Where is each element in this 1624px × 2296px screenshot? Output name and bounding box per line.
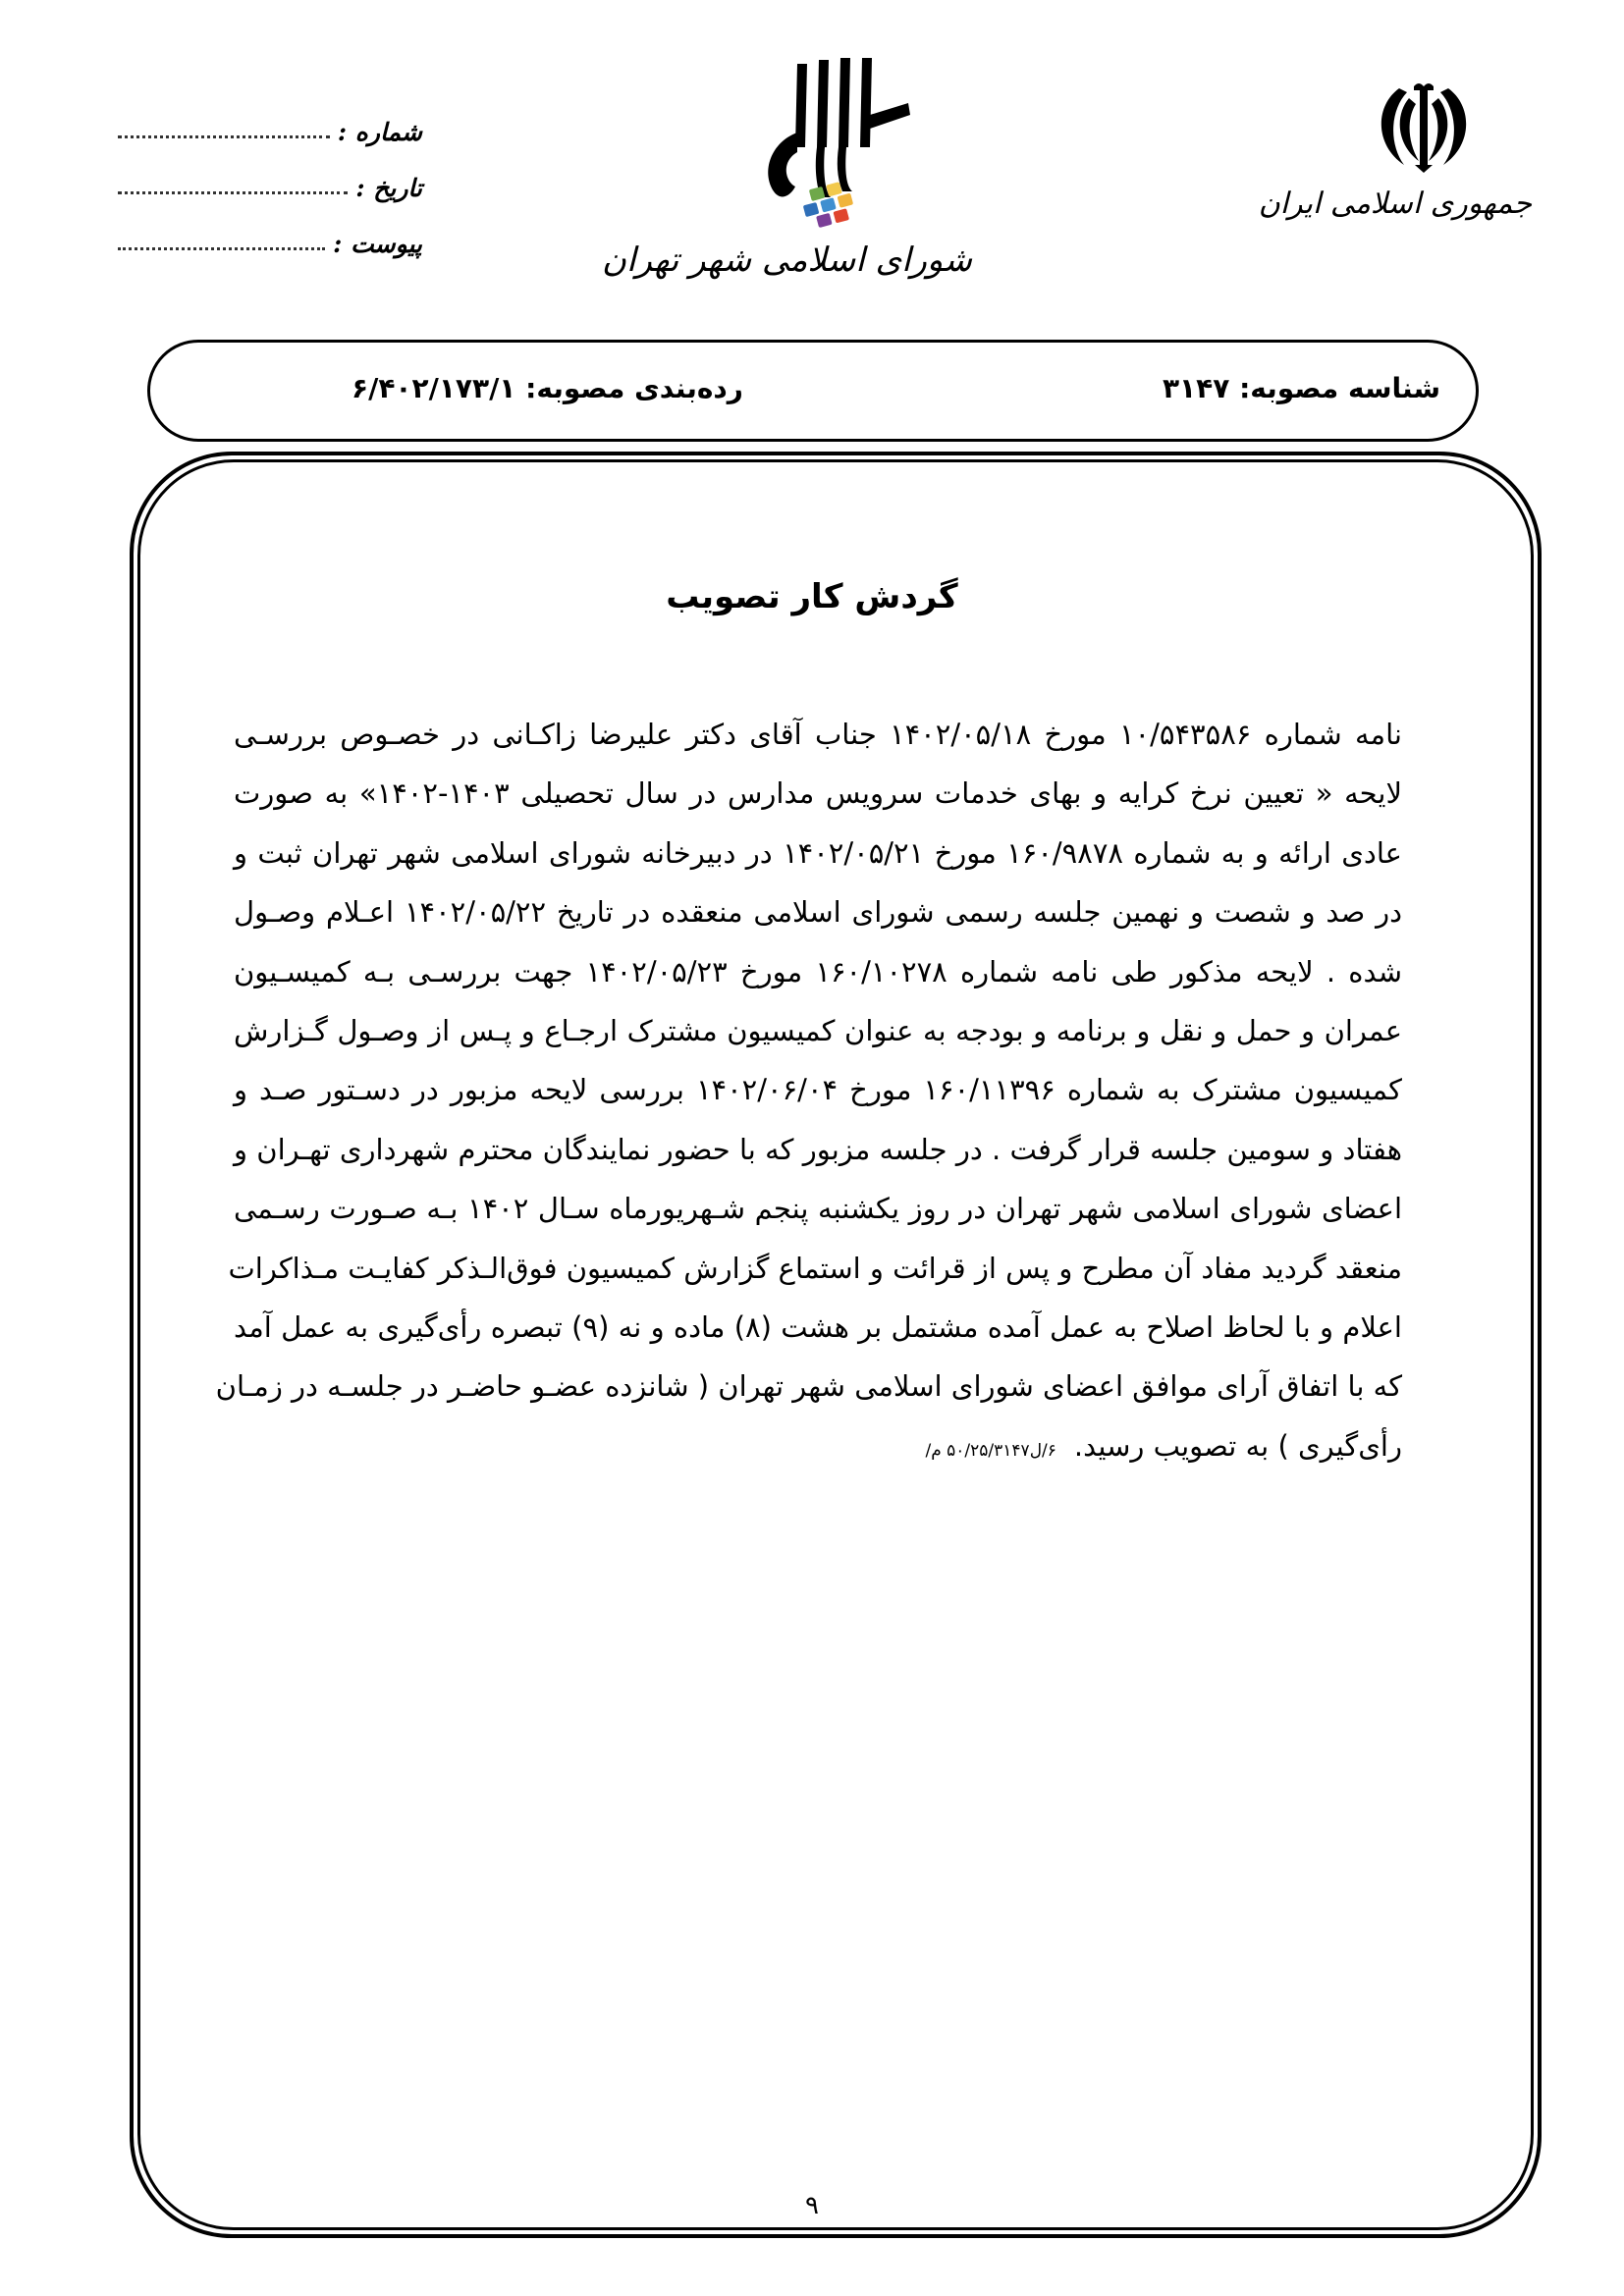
approval-id-value: ۳۱۴۷: [1162, 372, 1230, 404]
body-line: منعقد گردید مفاد آن مطرح و پس از قرائت و استماع گزارش کمیسیون فوق‌الـذکر کفایـت مـذاکرات: [228, 1251, 1402, 1285]
page-number: ۹: [805, 2191, 819, 2220]
approval-classification: [352, 372, 743, 404]
field-attachment-label: پیوست :: [333, 230, 422, 258]
body-line: عادی ارائه و به شماره ۱۶۰/۹۸۷۸ مورخ ۱۴۰۲/۰۵/۲۱ در دبیرخانه شورای اسلامی شهر تهران ثبت و: [234, 835, 1402, 870]
body-line: لایحه « تعیین نرخ کرایه و بهای خدمات سرویس مدارس در سال تحصیلی ۱۴۰۳-۱۴۰۲» به صورت: [234, 776, 1402, 811]
body-line: اعلام و با لحاظ اصلاح به عمل آمده مشتمل بر هشت (۸) ماده و نه (۹) تبصره رأی‌گیری به عمل آمد: [234, 1309, 1402, 1344]
body-line: نامه شماره ۱۰/۵۴۳۵۸۶ مورخ ۱۴۰۲/۰۵/۱۸ جناب آقای دکتر علیرضا زاکـانی در خصـوص بررسـی: [234, 718, 1402, 751]
emblem-caption: جمهوری اسلامی ایران: [1258, 187, 1532, 221]
field-number: [118, 90, 422, 146]
body-line: کمیسیون مشترک به شماره ۱۶۰/۱۱۳۹۶ مورخ ۱۴۰۲/۰۶/۰۴ بررسی لایحه مزبور در دسـتور صـد و: [234, 1073, 1402, 1107]
tehran-council-logo-icon: [736, 54, 913, 240]
tehran-council-logo: [602, 54, 972, 329]
body-line-final: [234, 1416, 1402, 1475]
field-number-value[interactable]: [118, 135, 330, 138]
field-number-label: شماره :: [337, 118, 422, 146]
field-date: [118, 146, 422, 202]
body-line: هفتاد و سومین جلسه قرار گرفت . در جلسه مزبور که با حضور نمایندگان محترم شهرداری تهـران و: [234, 1132, 1402, 1166]
body-line: شده . لایحه مذکور طی نامه شماره ۱۶۰/۱۰۲۷۸ مورخ ۱۴۰۲/۰۵/۲۳ جهت بررسـی بـه کمیسـیون: [234, 954, 1402, 988]
iran-emblem-icon: [1370, 77, 1478, 175]
approval-id: [1163, 372, 1440, 404]
approval-id-label: شناسه مصوبه:: [1239, 372, 1440, 404]
council-caption: شورای اسلامی شهر تهران: [602, 240, 972, 280]
letter-fields: [118, 90, 422, 258]
iran-emblem: [1258, 77, 1532, 273]
approval-classification-value: ۶/۴۰۲/۱۷۳/۱: [352, 372, 516, 404]
field-date-value[interactable]: [118, 191, 348, 194]
document-body: [215, 705, 1403, 1475]
approval-classification-label: رده‌بندی مصوبه:: [525, 372, 743, 404]
body-line-final-text: رأی‌گیری ) به تصویب رسید.: [1073, 1428, 1402, 1463]
field-date-label: تاریخ :: [355, 174, 422, 202]
body-line: عمران و حمل و نقل و برنامه و بودجه به عنوان کمیسیون مشترک ارجـاع و پـس از وصـول گـزارش: [234, 1013, 1402, 1047]
body-line: اعضای شورای اسلامی شهر تهران در روز یکشنبه پنجم شـهریورماه سـال ۱۴۰۲ بـه صـورت رسـمی: [234, 1192, 1402, 1226]
body-line: در صد و شصت و نهمین جلسه رسمی شورای اسلامی منعقده در تاریخ ۱۴۰۲/۰۵/۲۲ اعـلام وصـول: [234, 895, 1403, 930]
field-attachment-value[interactable]: [118, 247, 325, 250]
body-line: که با اتفاق آرای موافق اعضای شورای اسلامی شهر تهران ( شانزده عضـو حاضـر در جلسـه در زمـان: [215, 1369, 1402, 1404]
reference-code: ۶/ل۵۰/۲۵/۳۱۴۷ م/: [925, 1440, 1056, 1461]
document-title: گردش کار تصویب: [666, 577, 958, 616]
approval-info-bar: [147, 340, 1479, 442]
field-attachment: [118, 202, 422, 258]
